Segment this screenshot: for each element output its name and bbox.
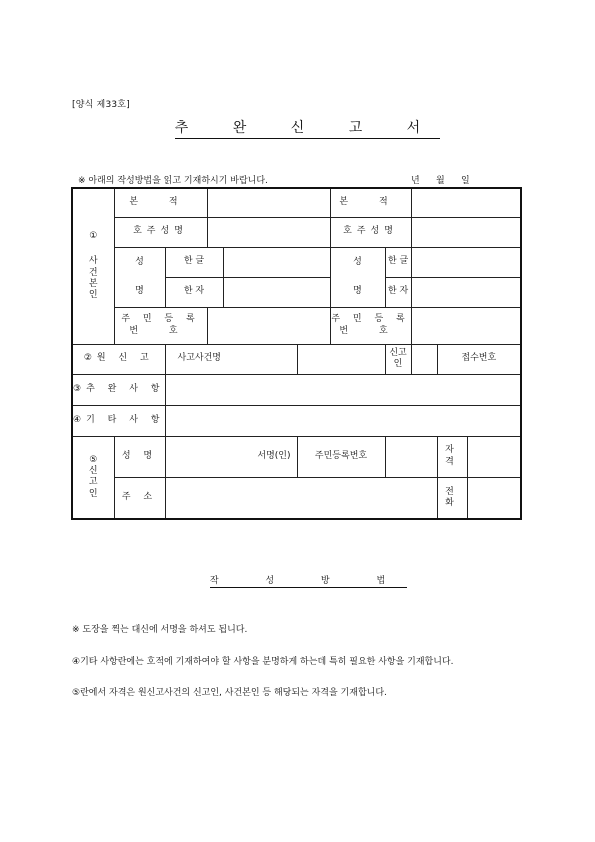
other-label xyxy=(72,405,165,436)
subject-num: ① xyxy=(89,231,98,242)
resident-label-2 xyxy=(330,307,411,344)
hoju-name-text-2: 호주성명 xyxy=(343,226,398,237)
hoju-name-field-1[interactable] xyxy=(207,217,330,247)
hangeul-field-1[interactable] xyxy=(223,247,330,277)
incident-name-field[interactable] xyxy=(297,344,385,374)
resident-line1-1: 주 민 등 록 xyxy=(121,314,200,325)
supplement-text: ③추 완 사 항 xyxy=(73,383,165,394)
seong-label-1: 성 xyxy=(114,247,165,277)
resident-field-2[interactable] xyxy=(411,307,521,344)
date-month-label: 월 xyxy=(436,176,445,186)
report-form-table xyxy=(71,187,522,520)
address-label xyxy=(114,477,165,519)
hoju-name-label-2 xyxy=(330,217,411,247)
notice-text: ※ 아래의 작성방법을 읽고 기재하시기 바랍니다. xyxy=(78,176,268,186)
supplement-label xyxy=(72,374,165,405)
bonjeok-field-2[interactable] xyxy=(411,188,521,217)
hanja-field-1[interactable] xyxy=(223,277,330,307)
document-title xyxy=(0,117,595,137)
qualification-text: 자 격 xyxy=(445,445,459,467)
declarant-section-label xyxy=(72,436,114,519)
subject-char-4: 인 xyxy=(88,290,98,301)
other-text: ④기 타 사 항 xyxy=(73,414,165,425)
hangeul-label-1: 한 글 xyxy=(165,247,223,277)
hanja-label-1: 한 자 xyxy=(165,277,223,307)
resident-no-label: 주민등록번호 xyxy=(297,436,385,477)
guide-title-text: 작 성 방 법 xyxy=(209,576,408,586)
resident-line2-2: 번 호 xyxy=(339,325,402,336)
other-field[interactable] xyxy=(165,405,521,436)
name-label xyxy=(114,436,165,477)
qualification-field[interactable] xyxy=(467,436,521,477)
name-field[interactable] xyxy=(165,436,297,477)
hangeul-field-2[interactable] xyxy=(411,247,521,277)
declarant-num: ⑤ xyxy=(89,454,98,465)
receipt-no-label: 접수번호 xyxy=(461,353,497,364)
myeong-label-1: 명 xyxy=(114,277,165,307)
hanja-label-2: 한 자 xyxy=(385,277,411,307)
original-report-label xyxy=(72,344,165,374)
reporter-field[interactable] xyxy=(411,344,437,374)
phone-text: 전 화 xyxy=(445,486,459,508)
document-title-text: 추 완 신 고 서 xyxy=(175,120,440,139)
subject-char-3: 본 xyxy=(88,278,98,289)
guide-line-3: ⑤란에서 자격은 원신고사건의 신고인, 사건본인 등 해당되는 자격을 기재합니다. xyxy=(72,688,387,698)
name-text: 성 명 xyxy=(121,450,158,461)
declarant-char-1: 신 xyxy=(88,466,98,476)
address-field[interactable] xyxy=(165,477,437,519)
subject-char-1: 사 xyxy=(88,256,98,267)
phone-field[interactable] xyxy=(467,477,521,519)
resident-no-field[interactable] xyxy=(385,436,437,477)
resident-field-1[interactable] xyxy=(207,307,330,344)
subject-char-2: 건 xyxy=(88,267,98,278)
reporter-label: 신고인 xyxy=(385,344,411,374)
guide-line-1: ※ 도장을 찍는 대신에 서명을 하셔도 됩니다. xyxy=(72,625,248,635)
address-text: 주 소 xyxy=(121,492,158,503)
declarant-char-2: 고 xyxy=(88,477,98,488)
signature-label: 서명(인) xyxy=(257,450,291,461)
hoju-name-field-2[interactable] xyxy=(411,217,521,247)
incident-name-label xyxy=(165,344,297,374)
subject-section-label xyxy=(72,188,114,344)
incident-name-text: 사고사건명 xyxy=(177,353,221,364)
guide-title xyxy=(0,573,595,586)
date-day-label: 일 xyxy=(461,176,470,186)
receipt-no-cell xyxy=(437,344,521,374)
resident-line2-1: 번 호 xyxy=(129,325,192,336)
bonjeok-field-1[interactable] xyxy=(207,188,330,217)
form-code: [양식 제33호] xyxy=(72,100,130,110)
resident-label-1 xyxy=(114,307,207,344)
hoju-name-text-1: 호주성명 xyxy=(133,226,188,237)
bonjeok-label-2 xyxy=(330,188,411,217)
declarant-char-3: 인 xyxy=(88,488,98,499)
original-report-text: ②원 신 고 xyxy=(83,353,154,364)
date-year-label: 년 xyxy=(411,176,420,186)
bonjeok-text-1: 본 적 xyxy=(129,197,192,208)
bonjeok-text-2: 본 적 xyxy=(339,197,402,208)
supplement-field[interactable] xyxy=(165,374,521,405)
hoju-name-label-1 xyxy=(114,217,207,247)
qualification-label xyxy=(437,436,467,477)
seong-label-2: 성 xyxy=(330,247,385,277)
bonjeok-label-1 xyxy=(114,188,207,217)
phone-label xyxy=(437,477,467,519)
hangeul-label-2: 한 글 xyxy=(385,247,411,277)
hanja-field-2[interactable] xyxy=(411,277,521,307)
myeong-label-2: 명 xyxy=(330,277,385,307)
guide-line-2: ④기타 사항란에는 호적에 기재하여야 할 사항을 분명하게 하는데 특히 필요한 사항을 기재합니다. xyxy=(72,657,454,667)
resident-line1-2: 주 민 등 록 xyxy=(331,314,410,325)
